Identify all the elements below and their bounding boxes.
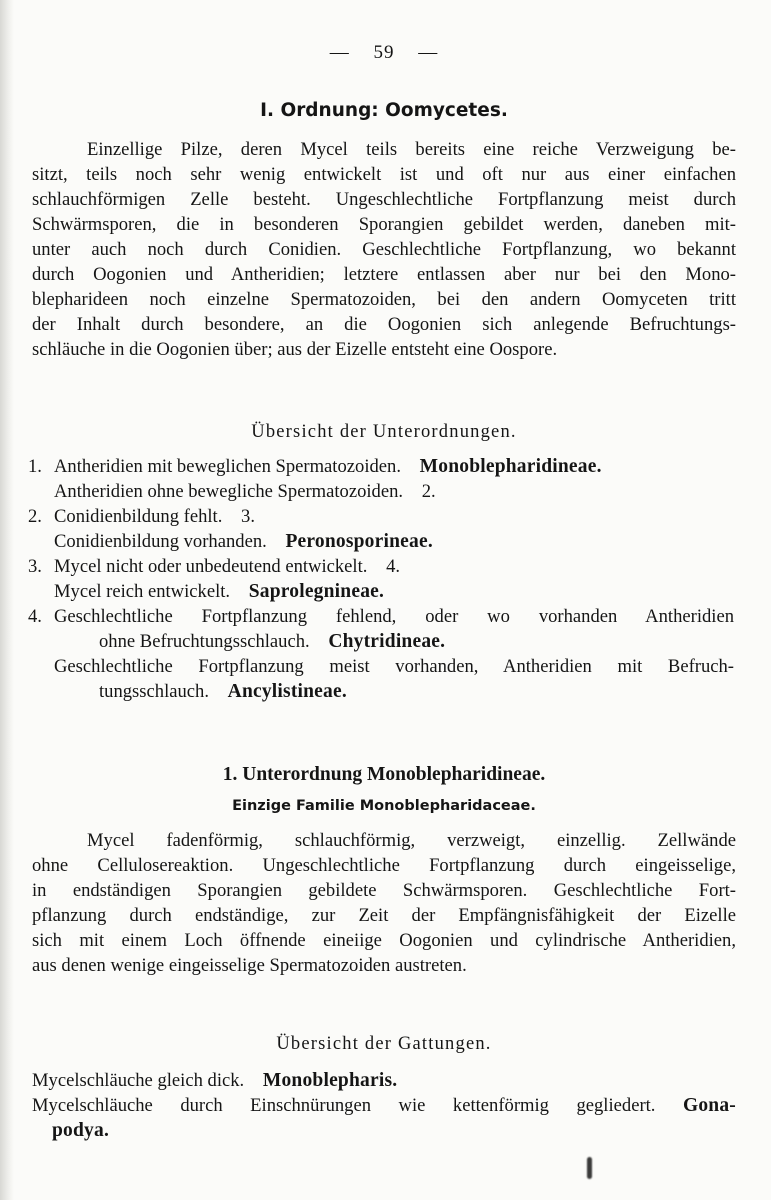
text-line: der Inhalt durch besondere, an die Oogonien sich anlegende Befruchtungs- — [32, 314, 736, 335]
key-text: Mycel reich entwickelt. — [54, 581, 231, 602]
genera-key — [32, 1068, 736, 1143]
key-row — [32, 1068, 736, 1093]
suborder-description — [32, 828, 736, 978]
key-result-taxon: Ancylistineae. — [227, 681, 347, 702]
key-result-taxon: Peronosporineae. — [285, 531, 433, 552]
key-text-wrap — [32, 654, 734, 679]
key-text: Antheridien ohne bewegliche Spermatozoiden. — [54, 481, 404, 502]
text-line: unter auch noch durch Conidien. Geschlechtliche Fortpflanzung, wo bekannt — [32, 239, 736, 260]
key-text: Mycelschläuche durch Einschnürungen wie kettenförmig gegliedert. — [32, 1095, 656, 1116]
key-text: Geschlechtliche Fortpflanzung meist vorhanden, Antheridien mit Befruch- — [54, 656, 734, 677]
key-row — [32, 529, 736, 554]
suborders-key — [28, 454, 736, 704]
key-number: 1. — [28, 456, 42, 477]
genera-key-heading: Übersicht der Gattungen. — [276, 1034, 492, 1054]
key-row — [28, 454, 736, 479]
page-number — [32, 42, 736, 64]
print-speck — [587, 1157, 592, 1179]
suborders-key-heading: Übersicht der Unterordnungen. — [251, 422, 517, 442]
key-row — [32, 579, 736, 604]
text-line: ohne Cellulosereaktion. Ungeschlechtliche Fortpflanzung durch eingeisselige, — [32, 855, 736, 876]
key-result-lead: 2. — [421, 481, 436, 502]
key-text: Geschlechtliche Fortpflanzung fehlend, oder wo vorhanden Antheridien — [54, 606, 734, 627]
family-title: Einzige Familie Monoblepharidaceae. — [232, 798, 536, 814]
key-number: 2. — [28, 506, 42, 527]
key-row — [28, 604, 736, 629]
text-line: sich mit einem Loch öffnende eineiige Oogonien und cylindrische Antheridien, — [32, 930, 736, 951]
key-result-taxon: Gona- — [682, 1095, 736, 1116]
order-description — [32, 137, 736, 362]
key-result-taxon: Monoblepharidineae. — [419, 456, 602, 477]
text-line: Mycel fadenförmig, schlauchförmig, verzweigt, einzellig. Zellwände — [87, 830, 736, 851]
key-text: Mycel nicht oder unbedeutend entwickelt. — [54, 556, 368, 577]
folio-dash-left: — — [329, 42, 350, 63]
key-text: Conidienbildung vorhanden. — [54, 531, 267, 552]
key-result-taxon: Saprolegnineae. — [248, 581, 385, 602]
text-line: blepharideen noch einzelne Spermatozoiden, bei den andern Oomyceten tritt — [32, 289, 736, 310]
suborder-title: 1. Unterordnung Monoblepharidineae. — [222, 764, 546, 785]
text-line: Schwärmsporen, die in besonderen Sporangien gebildet werden, daneben mit- — [32, 214, 736, 235]
text-line: schläuche in die Oogonien über; aus der Eizelle entsteht eine Oospore. — [32, 339, 558, 360]
key-result-taxon: podya. — [52, 1120, 110, 1141]
key-text: tungsschlauch. — [99, 681, 209, 702]
key-row — [28, 504, 736, 529]
key-row — [32, 1093, 736, 1118]
key-text-wrap — [32, 604, 734, 629]
page-edge-shadow — [0, 0, 14, 1200]
key-text: Conidienbildung fehlt. — [54, 506, 223, 527]
key-text: Mycelschläuche gleich dick. — [32, 1070, 245, 1091]
page-number-value: 59 — [373, 42, 395, 63]
key-text: ohne Befruchtungsschlauch. — [99, 631, 310, 652]
key-row — [32, 479, 736, 504]
key-row-continuation — [32, 679, 736, 704]
text-line: schlauchförmigen Zelle besteht. Ungeschlechtliche Fortpflanzung meist durch — [32, 189, 736, 210]
order-title: I. Ordnung: Oomycetes. — [260, 100, 508, 121]
key-number: 4. — [28, 606, 42, 627]
text-line: aus denen wenige eingeisselige Spermatozoiden austreten. — [32, 955, 467, 976]
key-result-taxon: Monoblepharis. — [262, 1070, 398, 1091]
key-row — [28, 554, 736, 579]
key-result-taxon: Chytridineae. — [328, 631, 446, 652]
folio-dash-right: — — [418, 42, 439, 63]
key-text: Antheridien mit beweglichen Spermatozoiden. — [54, 456, 401, 477]
key-line — [32, 1093, 736, 1118]
text-line: durch Oogonien und Antheridien; letztere entlassen aber nur bei den Mono- — [32, 264, 736, 285]
key-number: 3. — [28, 556, 42, 577]
key-row — [32, 654, 736, 679]
text-line: pflanzung durch endständige, zur Zeit der Empfängnisfähigkeit der Eizelle — [32, 905, 736, 926]
key-row-continuation — [32, 629, 736, 654]
key-row-continuation — [32, 1118, 736, 1143]
text-line: sitzt, teils noch sehr wenig entwickelt ist und oft nur aus einer einfachen — [32, 164, 736, 185]
key-result-lead: 3. — [241, 506, 255, 527]
text-line: in endständigen Sporangien gebildete Schwärmsporen. Geschlechtliche Fort- — [32, 880, 736, 901]
key-result-lead: 4. — [386, 556, 401, 577]
text-line: Einzellige Pilze, deren Mycel teils bereits eine reiche Verzweigung be- — [87, 139, 736, 160]
